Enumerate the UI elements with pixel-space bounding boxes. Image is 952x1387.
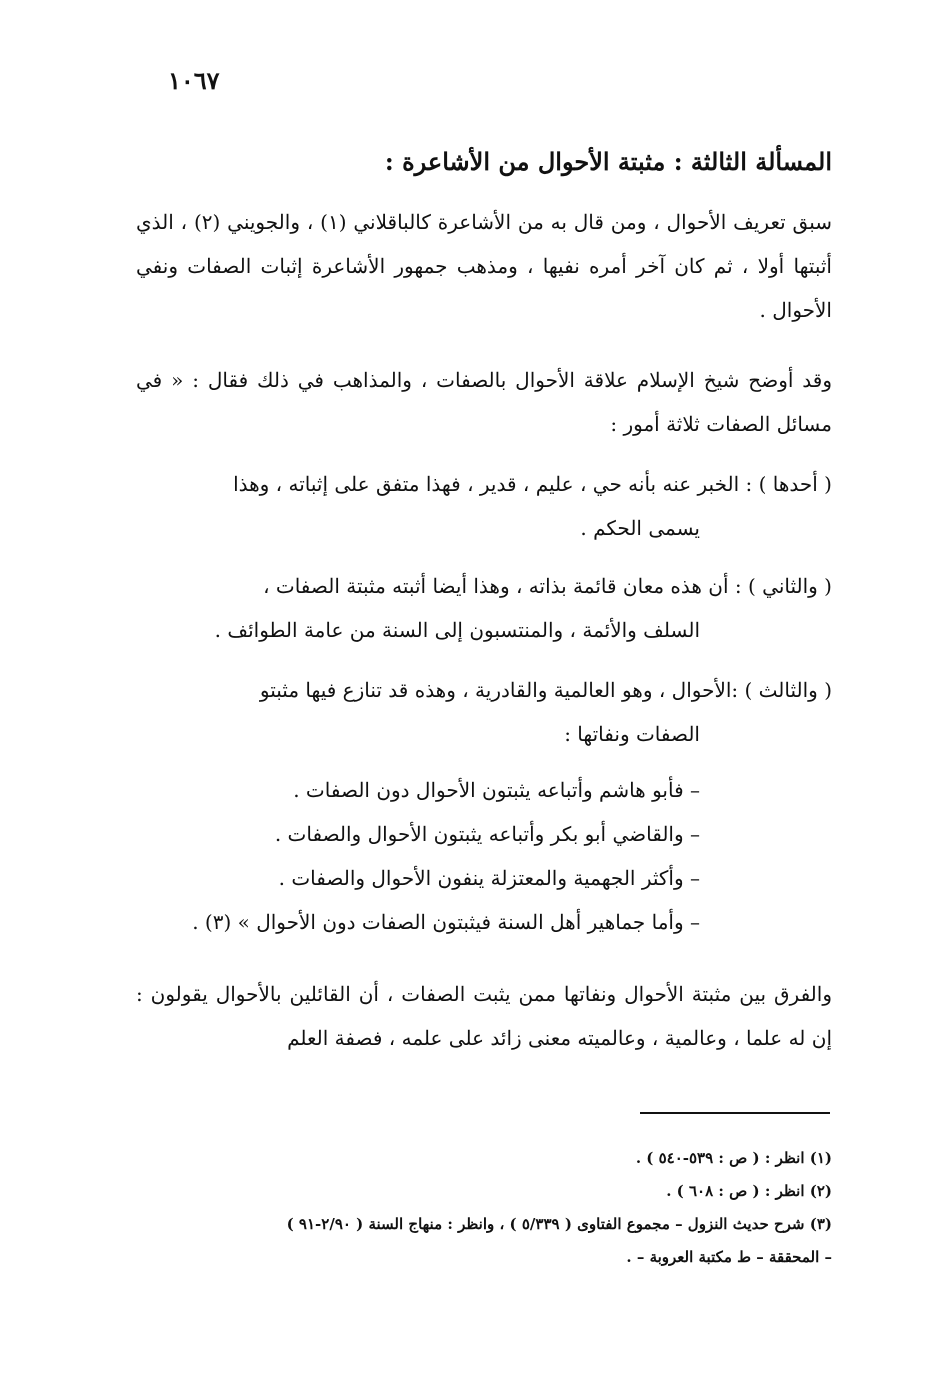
page-number: ١٠٦٧: [168, 66, 220, 95]
dash-list-item: – وأكثر الجهمية والمعتزلة ينفون الأحوال والصفات .: [136, 856, 700, 900]
paragraph-intro: سبق تعريف الأحوال ، ومن قال به من الأشاعرة كالباقلاني (١) ، والجويني (٢) ، الذي أثبتها أولا ، ثم كان آخر أمره نفيها ، ومذهب جمهور الأشاعرة إثبات الصفات ونفي الأحوال .: [136, 210, 832, 322]
dash-list: [136, 768, 700, 944]
item-third-lead: ( والثالث ) :الأحوال ، وهو العالمية والقادرية ، وهذه قد تنازع فيها مثبتو: [259, 678, 832, 702]
item-second-lead: ( والثاني ) : أن هذه معان قائمة بذاته ، وهذا أيضا أثبته مثبتة الصفات ،: [263, 574, 832, 598]
footnote: (١) انظر : ( ص : ٥٣٩-٥٤٠ ) .: [635, 1149, 832, 1167]
footnotes: [130, 1142, 832, 1274]
footnote-divider: [640, 1112, 830, 1114]
list-item-first: [136, 462, 832, 550]
section-heading: المسألة الثالثة : مثبتة الأحوال من الأشاعرة :: [384, 147, 832, 176]
list-item-third: [136, 668, 832, 756]
item-first-lead: ( أحدها ) : الخبر عنه بأنه حي ، عليم ، قدير ، فهذا متفق على إثباته ، وهذا: [233, 472, 832, 496]
paragraph-difference: والفرق بين مثبتة الأحوال ونفاتها ممن يثبت الصفات ، أن القائلين بالأحوال يقولون : إن له علما ، وعالمية ، وعالميته معنى زائد على علمه ، فصفة العلم: [136, 982, 832, 1050]
footnote: (٢) انظر : ( ص : ٦٠٨ ) .: [666, 1182, 832, 1200]
footnote: – المحققة – ط مكتبة العروبة – .: [626, 1248, 832, 1266]
item-first-continuation: يسمى الحكم .: [580, 516, 700, 540]
list-item-second: [136, 564, 832, 652]
footnote: (٣) شرح حديث النزول – مجموع الفتاوى ( ٥/٣٣٩ ) ، وانظر : منهاج السنة ( ٢/٩٠-٩١ ): [286, 1215, 832, 1233]
item-second-continuation: السلف والأئمة ، والمنتسبون إلى السنة من عامة الطوائف .: [214, 618, 700, 642]
item-third-continuation: الصفات ونفاتها :: [564, 722, 700, 746]
dash-list-item: – والقاضي أبو بكر وأتباعه يثبتون الأحوال والصفات .: [136, 812, 700, 856]
dash-list-item: – فأبو هاشم وأتباعه يثبتون الأحوال دون الصفات .: [136, 768, 700, 812]
dash-list-item: – وأما جماهير أهل السنة فيثبتون الصفات دون الأحوال » (٣) .: [136, 900, 700, 944]
paragraph-quote-intro: وقد أوضح شيخ الإسلام علاقة الأحوال بالصفات ، والمذاهب في ذلك فقال : « في مسائل الصفات ثلاثة أمور :: [136, 368, 832, 436]
